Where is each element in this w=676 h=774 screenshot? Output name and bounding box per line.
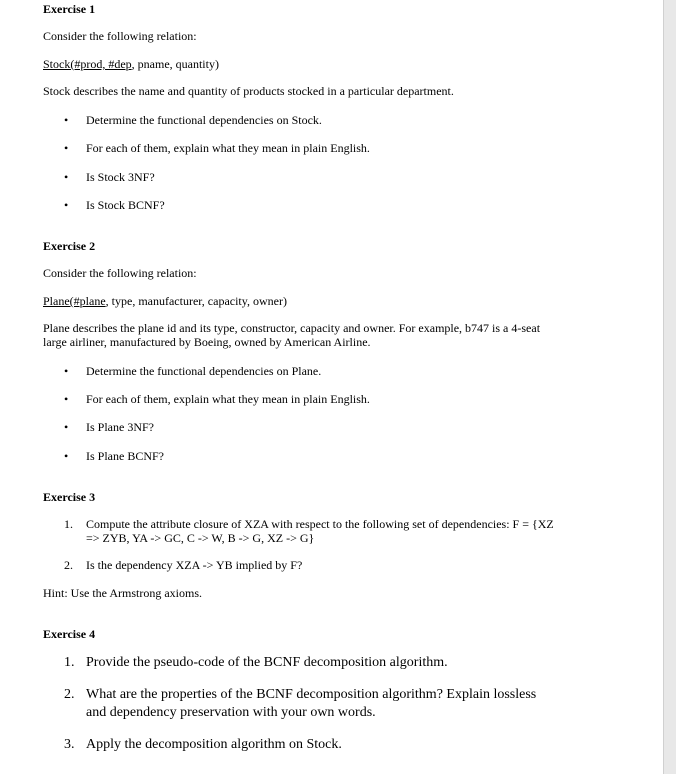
list-number: 1. bbox=[64, 517, 73, 531]
bullet-glyph: • bbox=[64, 170, 69, 184]
list-item: Apply the decomposition algorithm on Stock. bbox=[86, 737, 342, 752]
list-item: Is the dependency XZA -> YB implied by F? bbox=[86, 558, 303, 572]
list-number: 1. bbox=[64, 655, 75, 670]
list-item: Is Stock 3NF? bbox=[86, 170, 155, 184]
list-number: 3. bbox=[64, 737, 75, 752]
list-item: Determine the functional dependencies on Stock. bbox=[86, 113, 322, 127]
exercise-4-heading: Exercise 4 bbox=[43, 627, 96, 641]
bullet-glyph: • bbox=[64, 392, 69, 406]
relation-attributes: , type, manufacturer, capacity, owner) bbox=[105, 294, 287, 308]
exercise-2-description-line-2: large airliner, manufactured by Boeing, owned by American Airline. bbox=[43, 335, 371, 349]
exercise-2-relation bbox=[43, 294, 287, 309]
bullet-glyph: • bbox=[64, 449, 69, 463]
bullet-glyph: • bbox=[64, 364, 69, 378]
list-item: Compute the attribute closure of XZA with respect to the following set of dependencies: F = {XZ bbox=[86, 517, 554, 531]
relation-attributes: , pname, quantity) bbox=[131, 57, 219, 71]
relation-key: Stock(#prod, #dep bbox=[43, 57, 132, 71]
exercise-2-heading: Exercise 2 bbox=[43, 239, 96, 253]
list-item-continuation: => ZYB, YA -> GC, C -> W, B -> G, XZ -> G} bbox=[86, 531, 315, 545]
list-item: Provide the pseudo-code of the BCNF decomposition algorithm. bbox=[86, 655, 448, 670]
exercise-1-relation bbox=[43, 57, 219, 72]
exercise-1-intro: Consider the following relation: bbox=[43, 29, 197, 43]
list-item: Determine the functional dependencies on Plane. bbox=[86, 364, 322, 378]
list-item: Is Plane 3NF? bbox=[86, 420, 154, 434]
bullet-glyph: • bbox=[64, 113, 69, 127]
exercise-1-description: Stock describes the name and quantity of products stocked in a particular department. bbox=[43, 84, 454, 98]
list-number: 2. bbox=[64, 687, 75, 702]
vertical-scrollbar[interactable] bbox=[663, 0, 676, 774]
list-item: Is Plane BCNF? bbox=[86, 449, 164, 463]
bullet-glyph: • bbox=[64, 420, 69, 434]
bullet-glyph: • bbox=[64, 198, 69, 212]
list-item: What are the properties of the BCNF decomposition algorithm? Explain lossless bbox=[86, 687, 537, 702]
exercise-2-intro: Consider the following relation: bbox=[43, 266, 197, 280]
list-item: For each of them, explain what they mean in plain English. bbox=[86, 392, 370, 406]
exercise-3-hint: Hint: Use the Armstrong axioms. bbox=[43, 586, 202, 600]
list-item: For each of them, explain what they mean in plain English. bbox=[86, 141, 370, 155]
list-number: 2. bbox=[64, 558, 73, 572]
relation-key: Plane(#plane bbox=[43, 294, 106, 308]
list-item: Is Stock BCNF? bbox=[86, 198, 165, 212]
exercise-3-heading: Exercise 3 bbox=[43, 490, 96, 504]
bullet-glyph: • bbox=[64, 141, 69, 155]
exercise-1-heading: Exercise 1 bbox=[43, 2, 96, 16]
list-item-continuation: and dependency preservation with your own words. bbox=[86, 705, 376, 720]
exercise-2-description-line-1: Plane describes the plane id and its type, constructor, capacity and owner. For example, b747 is a 4-seat bbox=[43, 321, 541, 335]
